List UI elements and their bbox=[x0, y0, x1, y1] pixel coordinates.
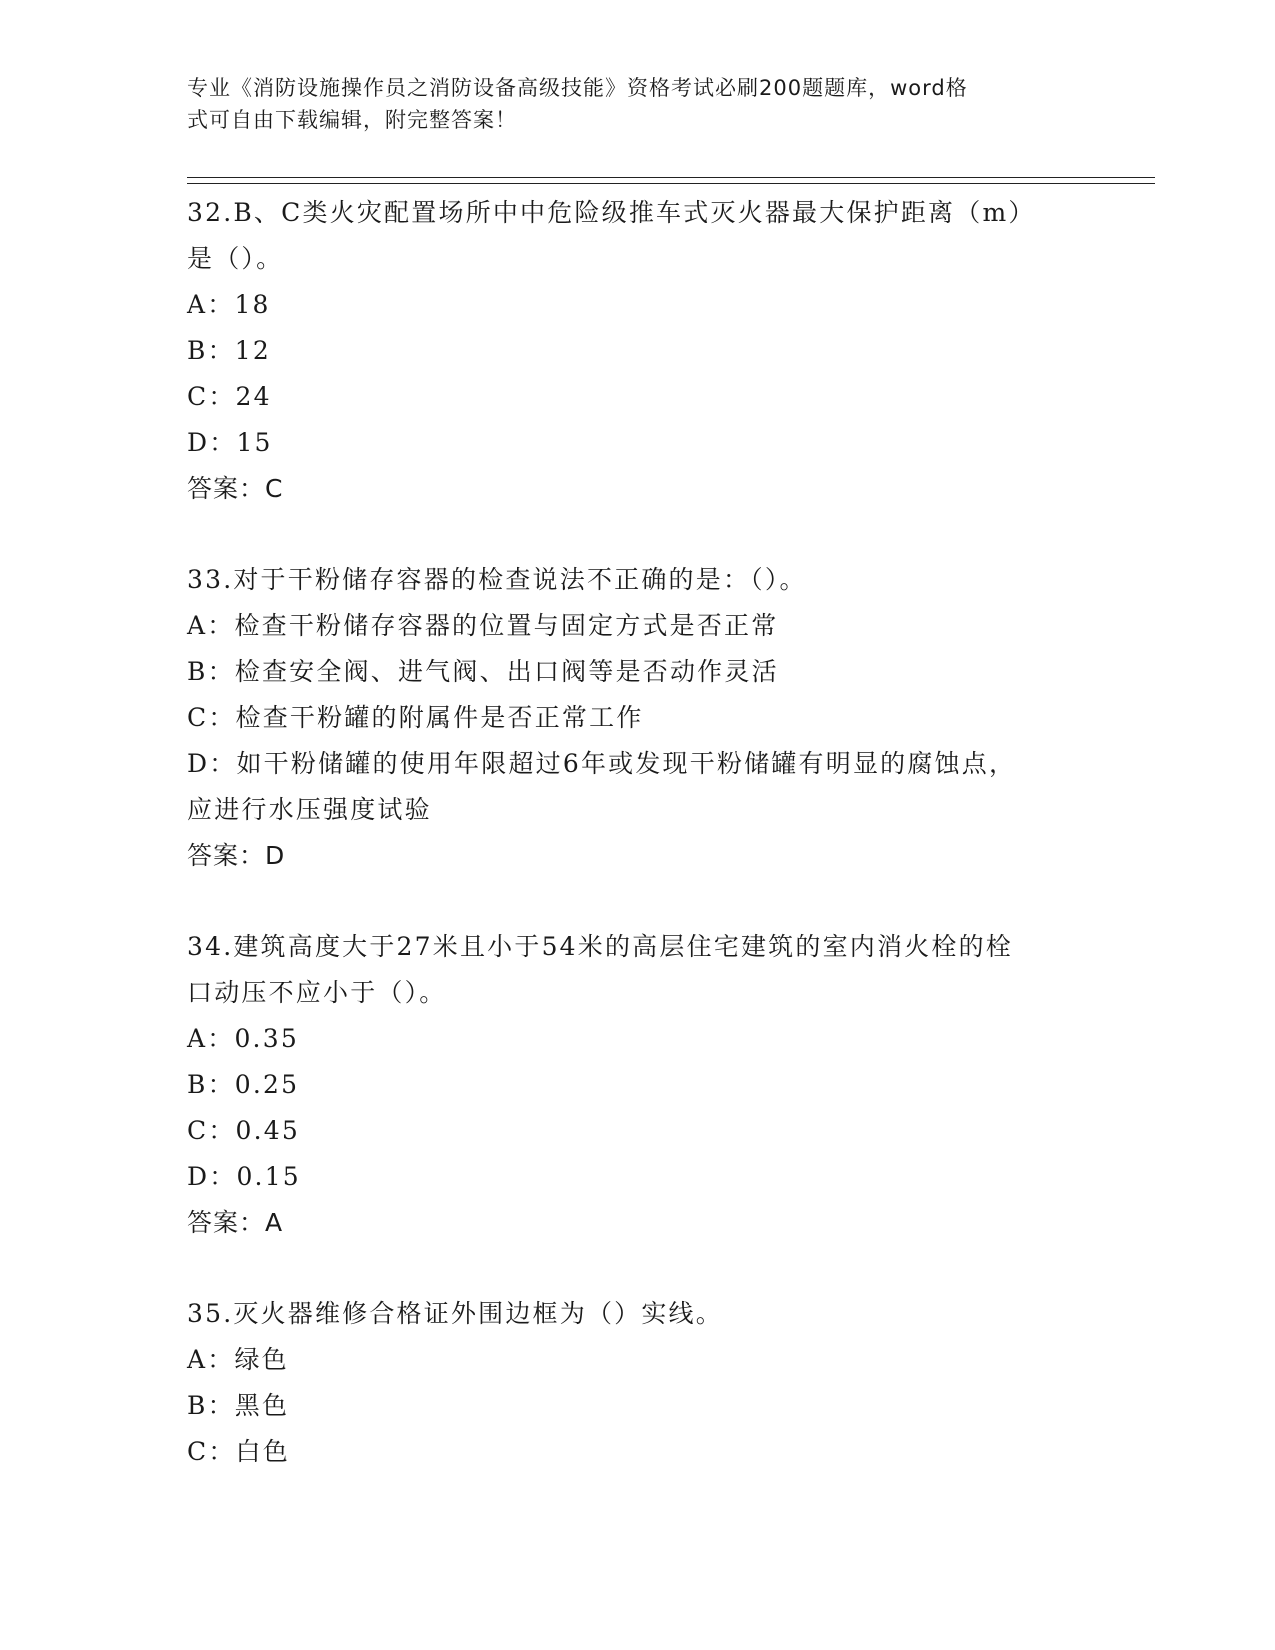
option-c: C：白色 bbox=[187, 1437, 290, 1466]
option-c: C：检查干粉罐的附属件是否正常工作 bbox=[187, 703, 644, 732]
option-d: D：15 bbox=[187, 428, 273, 457]
question-list bbox=[187, 190, 1087, 1475]
answer-text: 答案：A bbox=[187, 1208, 284, 1237]
question-35 bbox=[187, 1291, 1087, 1475]
option-c: C：24 bbox=[187, 382, 272, 411]
option-b: B：12 bbox=[187, 336, 271, 365]
option-a: A：0.35 bbox=[187, 1024, 299, 1053]
option-b: B：0.25 bbox=[187, 1070, 300, 1099]
answer-text: 答案：D bbox=[187, 841, 286, 870]
option-a: A：检查干粉储存容器的位置与固定方式是否正常 bbox=[187, 611, 779, 640]
document-header bbox=[187, 72, 1067, 136]
question-stem-line: 34.建筑高度大于27米且小于54米的高层住宅建筑的室内消火栓的栓 bbox=[187, 932, 1013, 961]
question-stem-line: 口动压不应小于（）。 bbox=[187, 978, 447, 1007]
question-33 bbox=[187, 557, 1087, 879]
option-d: D：如干粉储罐的使用年限超过6年或发现干粉储罐有明显的腐蚀点， bbox=[187, 749, 1017, 778]
question-stem-line: 35.灭火器维修合格证外围边框为（）实线。 bbox=[187, 1299, 723, 1328]
header-line-1: 专业《消防设施操作员之消防设备高级技能》资格考试必刷200题题库，word格 bbox=[187, 76, 968, 100]
question-stem-line: 33.对于干粉储存容器的检查说法不正确的是：（）。 bbox=[187, 565, 807, 594]
option-b: B：黑色 bbox=[187, 1391, 290, 1420]
header-divider-top bbox=[187, 177, 1155, 178]
option-d: D：0.15 bbox=[187, 1162, 301, 1191]
question-stem-line: 是（）。 bbox=[187, 244, 284, 273]
answer-text: 答案：C bbox=[187, 474, 284, 503]
question-32 bbox=[187, 190, 1087, 512]
question-stem-line: 32.B、C类火灾配置场所中中危险级推车式灭火器最大保护距离（m） bbox=[187, 198, 1036, 227]
header-divider-bottom bbox=[187, 183, 1155, 184]
option-c: C：0.45 bbox=[187, 1116, 300, 1145]
option-a: A：18 bbox=[187, 290, 271, 319]
header-line-2: 式可自由下载编辑，附完整答案！ bbox=[187, 108, 517, 132]
option-b: B：检查安全阀、进气阀、出口阀等是否动作灵活 bbox=[187, 657, 779, 686]
question-34 bbox=[187, 924, 1087, 1246]
option-a: A：绿色 bbox=[187, 1345, 289, 1374]
option-d-continuation: 应进行水压强度试验 bbox=[187, 795, 432, 824]
